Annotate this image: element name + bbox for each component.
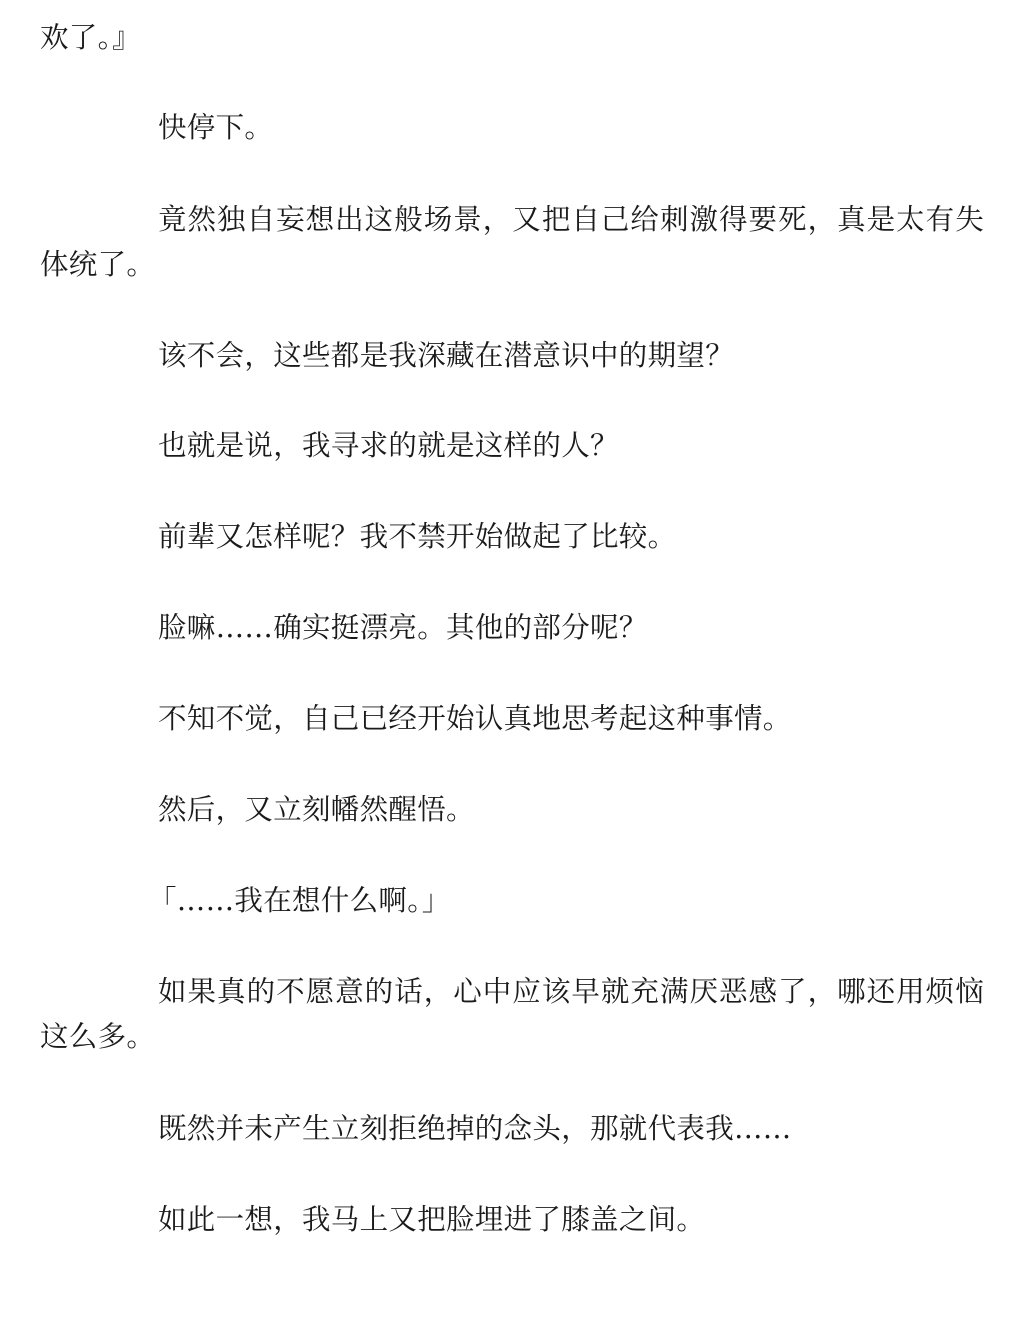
- paragraph: 然后，又立刻幡然醒悟。: [158, 793, 475, 826]
- paragraph-continuation: 欢了。』: [40, 21, 141, 54]
- paragraph: 如果真的不愿意的话，心中应该早就充满厌恶感了，哪还用烦恼这么多。: [40, 975, 984, 1053]
- paragraph: 如此一想，我马上又把脸埋进了膝盖之间。: [158, 1203, 706, 1236]
- paragraph: 也就是说，我寻求的就是这样的人？: [158, 429, 619, 462]
- paragraph: 不知不觉，自己已经开始认真地思考起这种事情。: [158, 702, 792, 735]
- document-page: [40, 0, 984, 1320]
- paragraph: 该不会，这些都是我深藏在潜意识中的期望？: [158, 339, 735, 372]
- paragraph: 竟然独自妄想出这般场景，又把自己给刺激得要死，真是太有失体统了。: [40, 203, 984, 281]
- paragraph: 既然并未产生立刻拒绝掉的念头，那就代表我……: [158, 1112, 792, 1145]
- paragraph: 快停下。: [158, 111, 274, 144]
- paragraph: 脸嘛……确实挺漂亮。其他的部分呢？: [158, 611, 648, 644]
- dialogue-line: 「……我在想什么啊。」: [148, 884, 451, 917]
- paragraph: 前辈又怎样呢？我不禁开始做起了比较。: [158, 520, 677, 553]
